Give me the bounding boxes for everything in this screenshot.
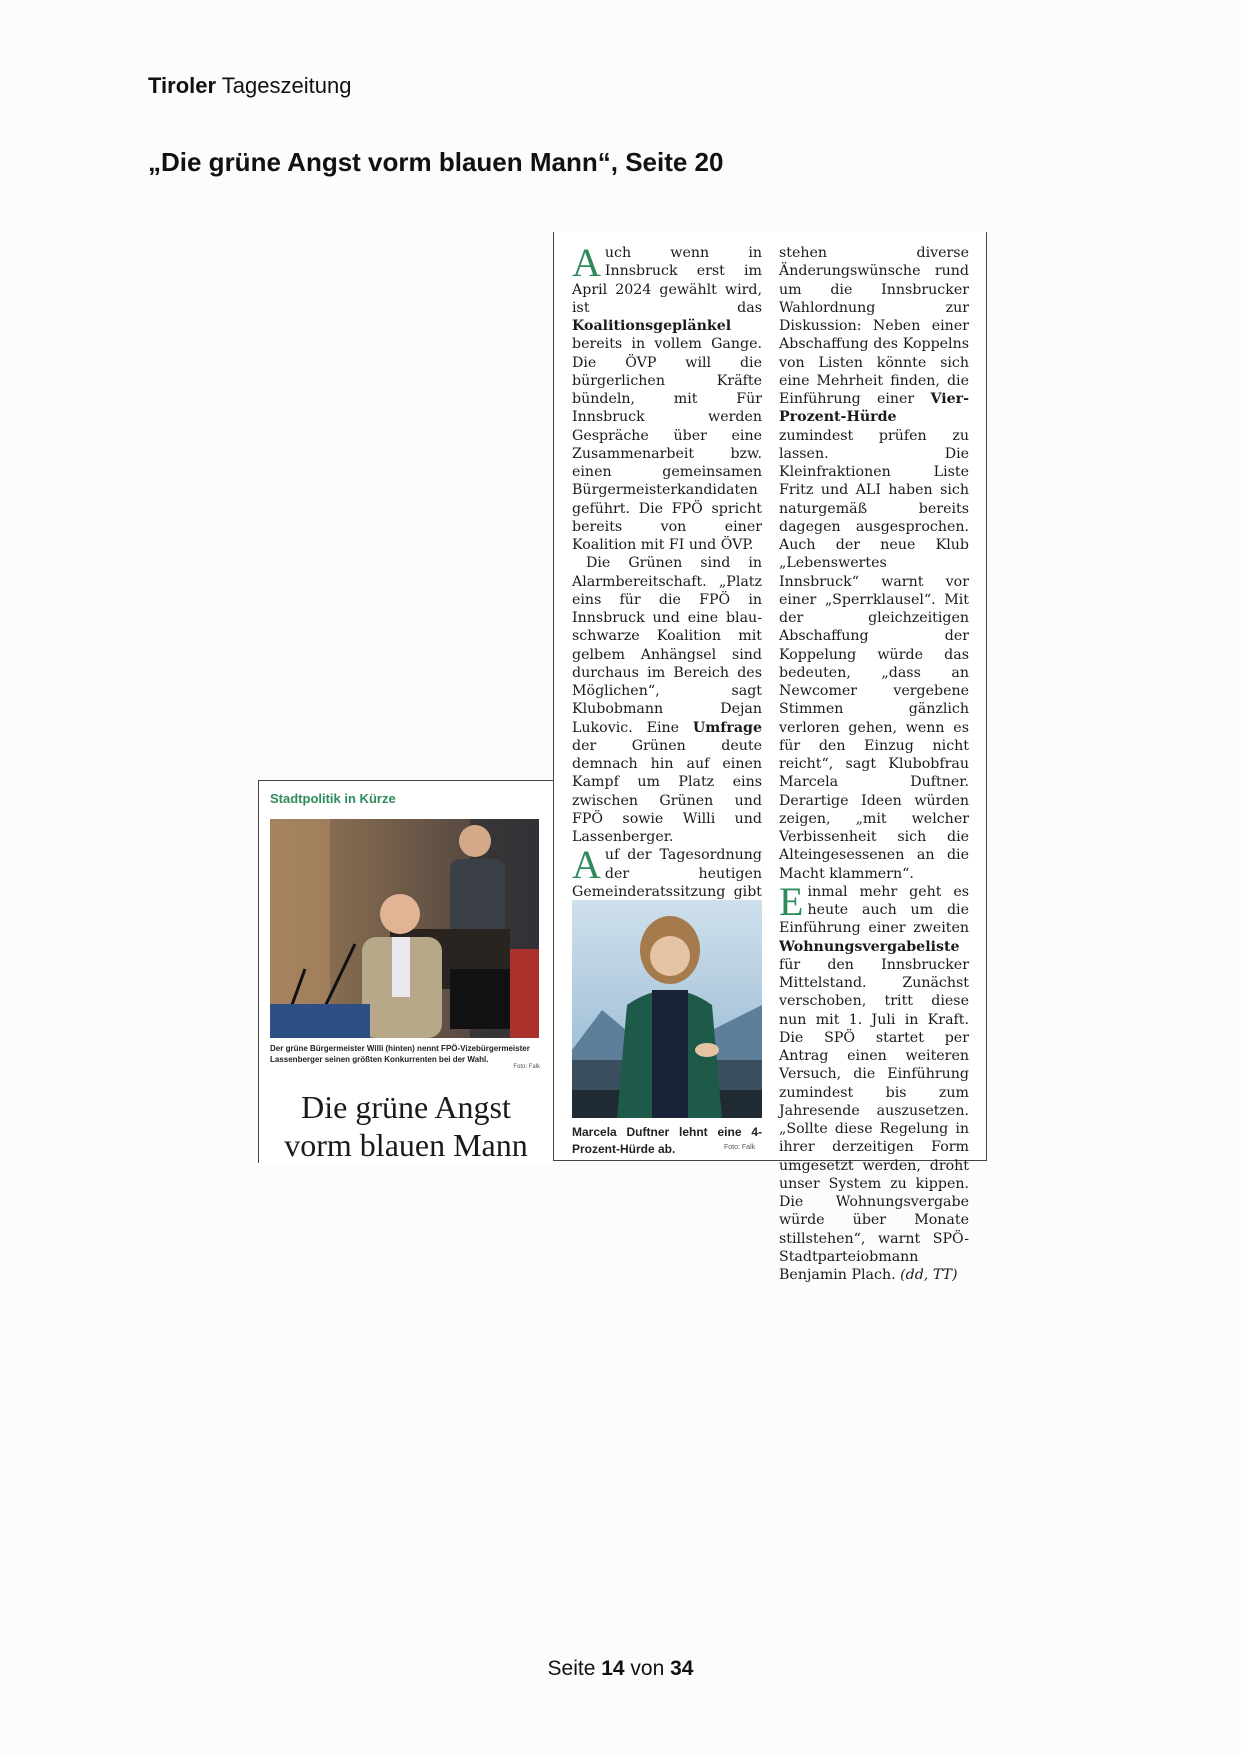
paragraph-text: Die Grünen sind in Alarmbereitschaft. „Platz eins für die FPÖ in Innsbruck und eine blau-schwarze Koalition mit gelbem Anhängsel sind durchaus im Bereich des Möglichen“, sagt Klubobmann Dejan Lukovic. Eine xyxy=(572,555,762,736)
current-page-number: 14 xyxy=(601,1657,625,1680)
portrait-caption: Marcela Duftner lehnt eine 4-Prozent-Hürde ab. xyxy=(572,1125,762,1156)
publication-name-rest: Tageszeitung xyxy=(216,73,352,98)
photo-caption: Der grüne Bürgermeister Willi (hinten) nennt FPÖ-Vizebürgermeister Lassenberger seinen größten Konkurrenten bei der Wahl. xyxy=(270,1044,530,1064)
section-label: Stadtpolitik in Kürze xyxy=(270,791,396,806)
footer-prefix: Seite xyxy=(547,1657,602,1680)
page-footer xyxy=(0,1657,1241,1681)
drop-cap: A xyxy=(572,240,601,285)
council-photo xyxy=(270,819,539,1038)
paragraph-text: für den Innsbrucker Mittelstand. Zunächst verschoben, tritt diese nun mit 1. Juli in Kraft. Die SPÖ startet per Antrag einen weiteren Versuch, die Einführung zumindest bis zum Jahresende auszusetzen. „Sollte diese Regelung in ihrer derzeitigen Form umgesetzt werden, droht unser System zu kippen. Die Wohnungsvergabe würde über Monate stillstehen“, warnt SPÖ-Stadtparteiobmann Benjamin Plach. xyxy=(779,956,969,1283)
paragraph xyxy=(572,240,762,554)
clipping-title xyxy=(259,1088,553,1164)
footer-separator: von xyxy=(624,1657,671,1680)
text-column-2 xyxy=(779,244,969,1284)
clipping-title-line-2: vorm blauen Mann xyxy=(284,1127,528,1163)
paragraph-text: bereits in vollem Gange. Die ÖVP will die bürgerlichen Kräfte bündeln, mit Für Innsbruck werden Gespräche über eine Zusammenarbeit bzw. einen gemeinsamen Bürgermeisterkandidaten geführt. Die FPÖ spricht bereits von einer Koalition mit FI und ÖVP. xyxy=(572,336,762,553)
bold-keyword: Wohnungsvergabeliste xyxy=(779,938,960,955)
bold-keyword: Vier-Prozent-Hürde xyxy=(779,391,969,426)
paragraph-text: inmal mehr geht es heute auch um die Einführung einer zweiten xyxy=(779,883,969,937)
publication-name xyxy=(148,73,351,99)
clipping-left-panel xyxy=(258,780,553,1163)
paragraph xyxy=(572,554,762,846)
bold-keyword: Koalitionsgeplänkel xyxy=(572,318,732,334)
paragraph xyxy=(779,244,969,883)
paragraph-text: uch wenn in Innsbruck erst im April 2024 gewählt wird, ist das xyxy=(572,245,762,316)
article-headline: „Die grüne Angst vorm blauen Mann“, Seite 20 xyxy=(148,147,724,177)
paragraph-text: der Grünen deute demnach hin auf einen Kampf um Platz eins zwischen Grünen und FPÖ sowie Willi und Lassenberger. xyxy=(572,737,762,845)
author-signature: (dd, TT) xyxy=(900,1267,958,1283)
clipping-title-line-1: Die grüne Angst xyxy=(301,1089,511,1125)
paragraph-text: uf der Tagesordnung der heutigen Gemeinderatssitzung gibt xyxy=(572,847,762,900)
photo-credit: Foto: Falk xyxy=(513,1064,540,1070)
text-column-1 xyxy=(572,240,762,956)
portrait-credit: Foto: Falk xyxy=(724,1144,756,1151)
paragraph-text: zumindest prüfen zu lassen. Die Kleinfraktionen Liste Fritz und ALI haben sich naturgemäß bereits dagegen ausgesprochen. Auch der neue Klub „Lebenswertes Innsbruck“ warnt vor einer „Sperrklausel“. Mit der gleichzeitigen Abschaffung der Koppelung würde das bedeuten, „dass an Newcomer vergebene Stimmen gänzlich verloren gehen, wenn es für den Einzug nicht reicht“, sagt Klubobfrau Marcela Duftner. Derartige Ideen würden zeigen, „mit welcher Verbissenheit sich die Alteingesessenen an die Macht klammern“. xyxy=(779,427,969,882)
paragraph xyxy=(779,878,969,1285)
total-pages-number: 34 xyxy=(670,1657,694,1680)
bold-keyword: Umfrage xyxy=(692,719,762,736)
paragraph-text: stehen diverse Änderungswünsche rund um die Innsbrucker Wahlordnung zur Diskussion: Neben einer Abschaffung des Koppelns von Listen könnte sich eine Mehrheit finden, die Einführung einer xyxy=(779,245,969,407)
portrait-photo xyxy=(572,900,762,1118)
council-photo-illustration xyxy=(270,819,539,1038)
clipping-text-panel xyxy=(553,232,987,1283)
drop-cap: E xyxy=(779,878,804,924)
publication-name-bold: Tiroler xyxy=(148,73,217,98)
drop-cap: A xyxy=(572,842,601,888)
portrait-photo-illustration xyxy=(572,900,762,1118)
